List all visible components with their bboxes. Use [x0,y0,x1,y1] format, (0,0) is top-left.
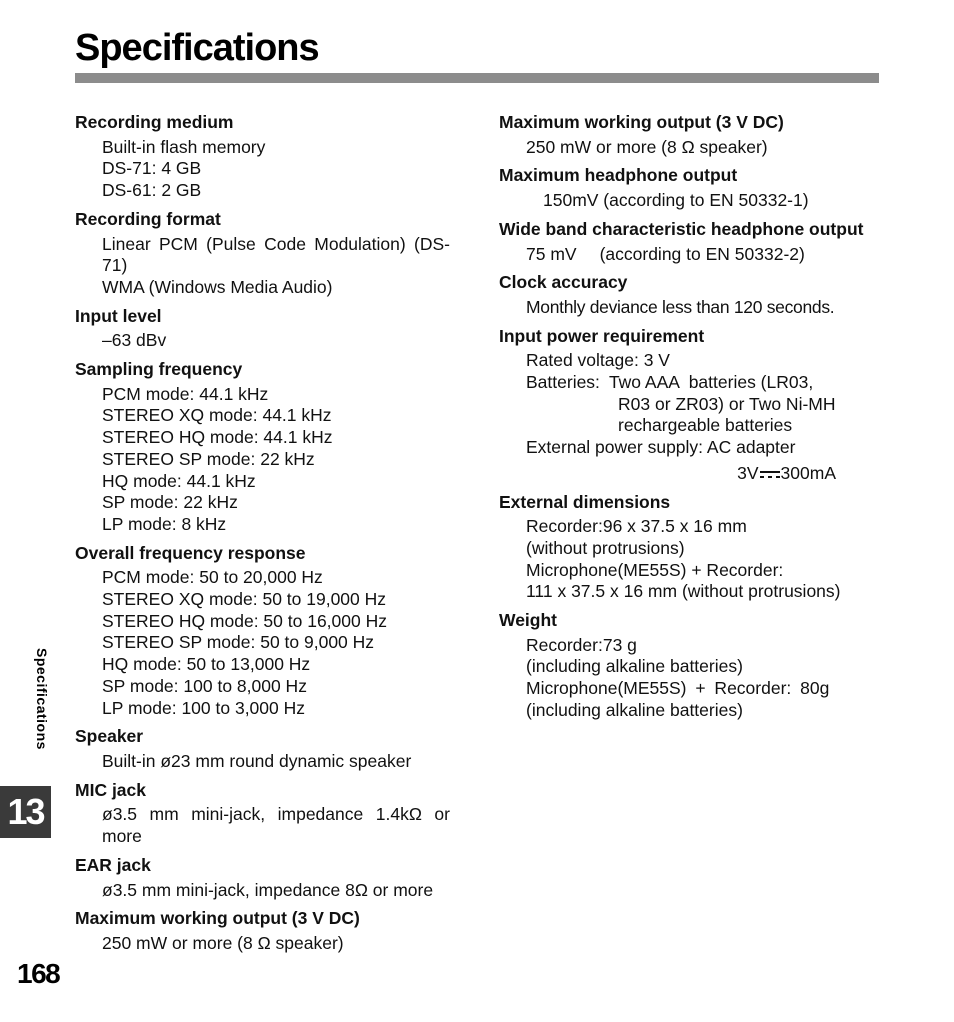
spec-value: STEREO XQ mode: 44.1 kHz [102,405,332,426]
spec-clock-accuracy [499,272,877,318]
spec-value: STEREO HQ mode: 44.1 kHz [102,427,333,448]
spec-heading: Overall frequency response [75,542,306,563]
spec-heading: Input level [75,305,162,326]
spec-heading: Wide band characteristic headphone output [499,218,864,239]
spec-heading: Maximum headphone output [499,165,738,186]
spec-mic-jack [75,780,450,848]
spec-heading: Weight [499,610,558,631]
adapter-rating [499,463,877,485]
batteries-label: Batteries: [526,372,600,393]
spec-weight [499,610,877,722]
spec-value: ø3.5 mm mini-jack, impedance 1.4kΩ or more [102,804,450,847]
spec-max-output [75,908,450,954]
spec-ear-jack [75,855,450,901]
spec-heading: Clock accuracy [499,272,628,293]
spec-value: Microphone(ME55S) + Recorder: [526,559,784,580]
spec-value: (without protrusions) [526,537,685,558]
spec-value: DS-61: 2 GB [102,180,202,201]
spec-value: R03 or ZR03) or Two Ni-MH [618,393,836,414]
spec-value: Monthly deviance less than 120 seconds. [526,296,835,317]
spec-heading: Maximum working output (3 V DC) [499,112,784,132]
spec-value: 250 mW or more (8 Ω speaker) [526,136,768,157]
spec-value: 250 mW or more (8 Ω speaker) [102,932,344,953]
spec-frequency-response [75,543,450,720]
spec-value: 150mV (according to EN 50332-1) [543,190,809,211]
page-title: Specifications [75,27,319,69]
page-number: 168 [17,958,60,989]
wideband-value: 75 mV [526,243,577,264]
spec-value: Recorder:73 g [526,634,637,655]
spec-heading: MIC jack [75,779,146,800]
spec-value: Recorder:96 x 37.5 x 16 mm [526,516,747,537]
spec-value: HQ mode: 44.1 kHz [102,470,256,491]
spec-value: HQ mode: 50 to 13,000 Hz [102,654,311,675]
spec-value: Linear PCM (Pulse Code Modulation) (DS-71) [102,233,450,276]
adapter-current: 300mA [780,462,836,483]
wideband-note: (according to EN 50332-2) [599,243,805,264]
spec-value: STEREO XQ mode: 50 to 19,000 Hz [102,589,387,610]
spec-value: External power supply: AC adapter [526,437,796,458]
spec-external-dimensions [499,492,877,604]
spec-value: WMA (Windows Media Audio) [102,276,333,297]
spec-value: STEREO SP mode: 50 to 9,000 Hz [102,632,375,653]
spec-input-level [75,306,450,352]
spec-heading: Input power requirement [499,325,705,346]
spec-value: Microphone(ME55S) + Recorder: 80g [526,678,830,699]
spec-value-row [499,244,877,266]
spec-value: STEREO HQ mode: 50 to 16,000 Hz [102,610,387,631]
spec-value: Rated voltage: 3 V [526,350,670,371]
spec-speaker [75,726,450,772]
spec-value: SP mode: 100 to 8,000 Hz [102,675,307,696]
spec-sampling-frequency [75,359,450,536]
spec-value: SP mode: 22 kHz [102,492,238,513]
spec-heading: Recording format [75,208,221,229]
spec-heading: EAR jack [75,854,151,875]
batteries-value: Two AAA batteries (LR03, [608,372,814,393]
spec-value: 111 x 37.5 x 16 mm (without protrusions) [526,581,841,602]
left-column [75,112,450,962]
side-section-label: Specifications [34,648,50,750]
spec-heading: Speaker [75,726,144,747]
spec-heading: External dimensions [499,491,671,512]
spec-value: Built-in flash memory [102,136,266,157]
dc-symbol-icon [759,468,781,480]
spec-value: rechargeable batteries [618,415,793,436]
spec-heading: Maximum working output (3 V DC) [75,908,360,929]
adapter-voltage: 3V [737,462,759,483]
spec-value: –63 dBv [102,330,167,351]
spec-heading: Recording medium [75,112,234,132]
title-rule [75,73,879,83]
spec-value: DS-71: 4 GB [102,158,202,179]
chapter-tab: 13 [0,786,51,838]
spec-value: Built-in ø23 mm round dynamic speaker [102,750,412,771]
spec-value-row [499,372,877,394]
spec-max-output-right [499,112,877,158]
spec-input-power [499,326,877,485]
spec-value: (including alkaline batteries) [526,656,743,677]
spec-recording-format [75,209,450,299]
spec-heading: Sampling frequency [75,359,243,380]
spec-value: LP mode: 100 to 3,000 Hz [102,697,306,718]
spec-value: (including alkaline batteries) [526,699,743,720]
spec-headphone-output [499,165,877,211]
spec-wideband-output [499,219,877,265]
spec-value: LP mode: 8 kHz [102,513,227,534]
right-column [499,112,877,729]
spec-value: PCM mode: 44.1 kHz [102,383,269,404]
spec-recording-medium [75,112,450,202]
spec-value: ø3.5 mm mini-jack, impedance 8Ω or more [102,879,434,900]
spec-value: PCM mode: 50 to 20,000 Hz [102,567,323,588]
spec-value: STEREO SP mode: 22 kHz [102,448,315,469]
